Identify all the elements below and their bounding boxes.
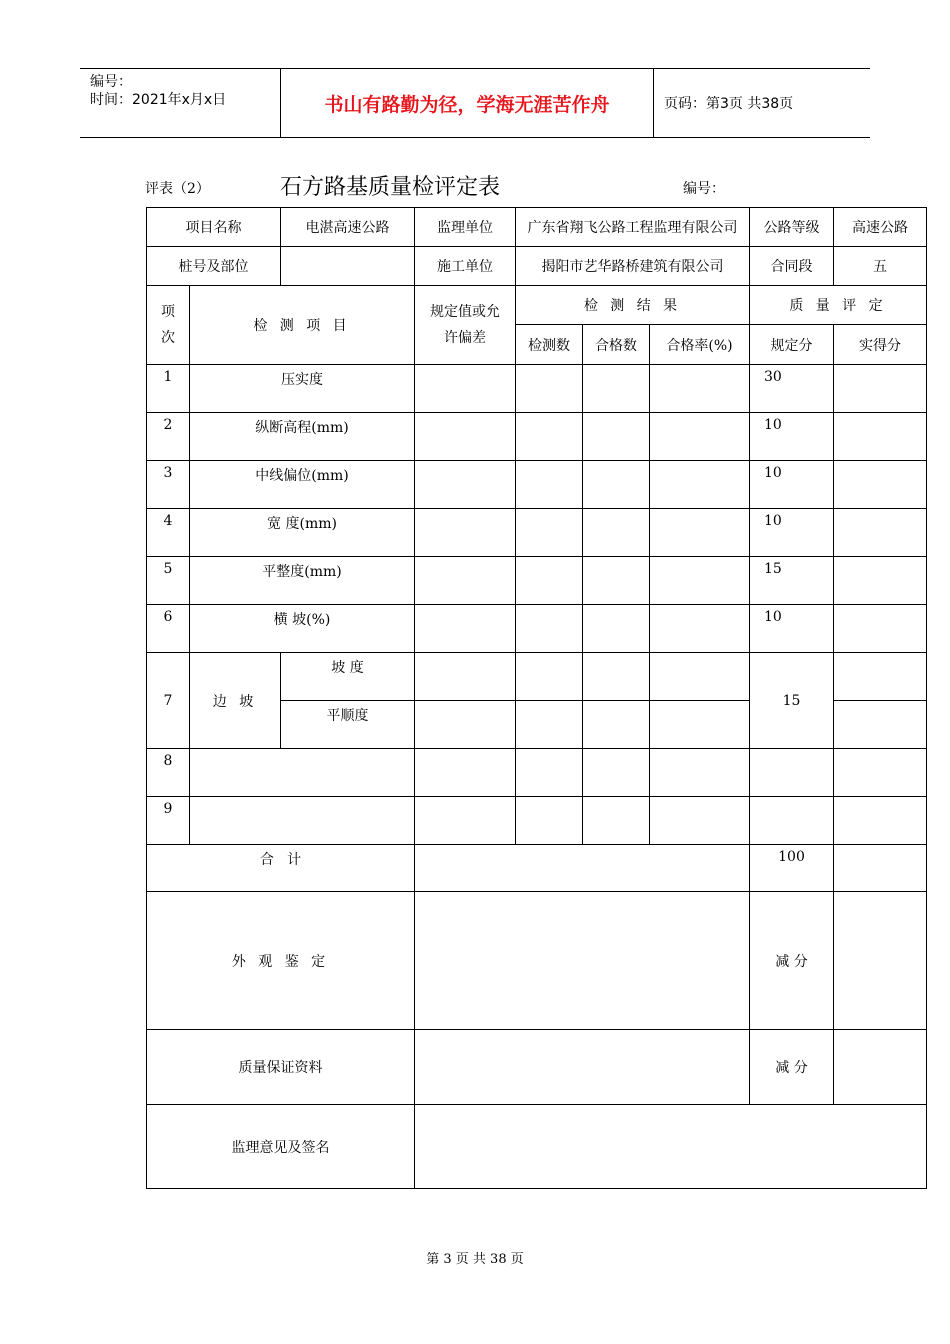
supervisor-label: 监理单位 xyxy=(415,208,516,247)
header-time: 时间：2021年x月x日 xyxy=(90,92,227,108)
col-checked: 检测数 xyxy=(516,325,583,365)
table-row xyxy=(147,653,927,701)
form-code: 评表（2） xyxy=(145,181,210,197)
table-row xyxy=(147,509,927,557)
row-item: 纵断高程(mm) xyxy=(190,413,415,461)
row-no: 1 xyxy=(147,365,190,413)
appearance-label: 外 观 鉴 定 xyxy=(147,892,415,1030)
col-spec-score: 规定分 xyxy=(750,325,834,365)
row-no: 8 xyxy=(147,749,190,797)
row-no: 5 xyxy=(147,557,190,605)
totals-score: 100 xyxy=(750,845,834,892)
row-no: 7 xyxy=(147,653,190,749)
table-row xyxy=(147,797,927,845)
page-footer: 第 3 页 共 38 页 xyxy=(426,1252,524,1267)
slope-sub-smooth: 平顺度 xyxy=(281,701,415,749)
header-page-info: 页码：第3页 共38页 xyxy=(664,96,794,112)
totals-row xyxy=(147,845,927,892)
slope-label: 边 坡 xyxy=(190,653,281,749)
row-no: 2 xyxy=(147,413,190,461)
row-item: 宽 度(mm) xyxy=(190,509,415,557)
supervision-label: 监理意见及签名 xyxy=(147,1105,415,1189)
col-seq: 项次 xyxy=(147,286,190,365)
row-score: 15 xyxy=(750,557,834,605)
quality-docs-label: 质量保证资料 xyxy=(147,1030,415,1105)
road-grade: 高速公路 xyxy=(834,208,927,247)
quality-docs-deduct: 减 分 xyxy=(750,1030,834,1105)
project-name-label: 项目名称 xyxy=(147,208,281,247)
col-results: 检 测 结 果 xyxy=(516,286,750,325)
col-actual-score: 实得分 xyxy=(834,325,927,365)
slope-sub-grade: 坡 度 xyxy=(281,653,415,701)
station-value xyxy=(281,247,415,286)
quality-assessment-table xyxy=(146,207,927,1189)
row-score: 10 xyxy=(750,509,834,557)
contract-section-label: 合同段 xyxy=(750,247,834,286)
contract-section: 五 xyxy=(834,247,927,286)
table-row xyxy=(147,413,927,461)
table-row xyxy=(147,461,927,509)
form-number-label: 编号： xyxy=(683,181,725,197)
header-number-label: 编号： xyxy=(90,74,132,90)
row-no: 4 xyxy=(147,509,190,557)
table-row xyxy=(147,605,927,653)
row-score: 15 xyxy=(750,653,834,749)
contractor-name: 揭阳市艺华路桥建筑有限公司 xyxy=(516,247,750,286)
header-meta xyxy=(80,69,281,137)
header-motto: 书山有路勤为径，学海无涯苦作舟 xyxy=(281,69,654,137)
row-score: 10 xyxy=(750,413,834,461)
project-name: 电湛高速公路 xyxy=(281,208,415,247)
row-no: 3 xyxy=(147,461,190,509)
contractor-label: 施工单位 xyxy=(415,247,516,286)
row-score: 30 xyxy=(750,365,834,413)
row-item: 中线偏位(mm) xyxy=(190,461,415,509)
row-no: 9 xyxy=(147,797,190,845)
col-rate: 合格率(%) xyxy=(650,325,750,365)
row-item: 平整度(mm) xyxy=(190,557,415,605)
supervision-row xyxy=(147,1105,927,1189)
row-score: 10 xyxy=(750,461,834,509)
col-spec: 规定值或允许偏差 xyxy=(415,286,516,365)
appearance-row xyxy=(147,892,927,1030)
quality-docs-row xyxy=(147,1030,927,1105)
row-score: 10 xyxy=(750,605,834,653)
row-item: 横 坡(%) xyxy=(190,605,415,653)
page-header xyxy=(80,68,870,138)
totals-label: 合 计 xyxy=(147,845,415,892)
table-row xyxy=(147,365,927,413)
form-title: 石方路基质量检评定表 xyxy=(280,175,501,200)
col-passed: 合格数 xyxy=(583,325,650,365)
col-assessment: 质 量 评 定 xyxy=(750,286,927,325)
station-label: 桩号及部位 xyxy=(147,247,281,286)
road-grade-label: 公路等级 xyxy=(750,208,834,247)
supervisor-name: 广东省翔飞公路工程监理有限公司 xyxy=(516,208,750,247)
col-item: 检 测 项 目 xyxy=(190,286,415,365)
row-no: 6 xyxy=(147,605,190,653)
appearance-deduct: 减 分 xyxy=(750,892,834,1030)
table-row xyxy=(147,557,927,605)
row-item: 压实度 xyxy=(190,365,415,413)
table-row xyxy=(147,749,927,797)
form-title-line xyxy=(145,170,925,200)
